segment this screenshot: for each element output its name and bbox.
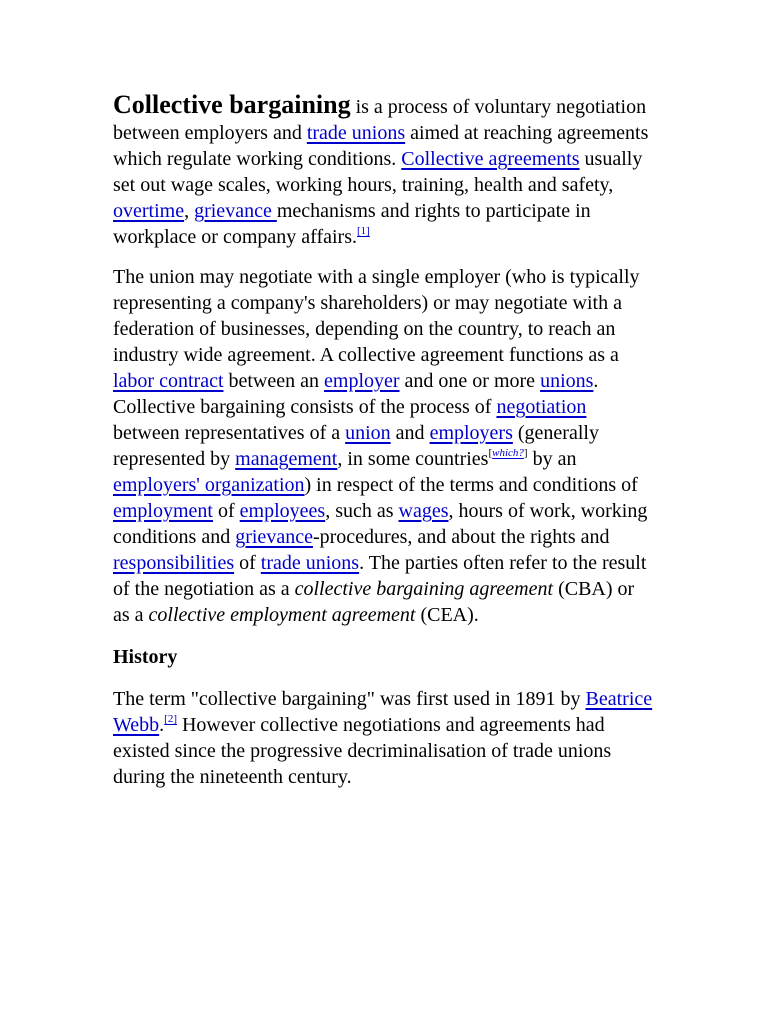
section-heading-history: History	[113, 646, 178, 668]
link-wages[interactable]: wages	[398, 500, 449, 522]
link-employer[interactable]: employer	[324, 370, 400, 392]
article-content	[113, 92, 653, 803]
link-labor-contract[interactable]: labor contract	[113, 370, 224, 392]
link-collective-agreements[interactable]: Collective agreements	[401, 148, 580, 170]
link-beatrice-webb[interactable]: Beatrice Webb	[113, 688, 653, 736]
term-cea: collective employment agreement	[148, 604, 416, 626]
citation-link-2[interactable]: [2]	[164, 713, 177, 725]
link-grievance[interactable]: grievance	[194, 200, 277, 222]
link-grievance-procedures[interactable]: grievance	[235, 526, 313, 548]
which-tag: [which?]	[488, 447, 528, 459]
link-overtime[interactable]: overtime	[113, 200, 185, 222]
body-paragraph: The union may negotiate with a single employer (who is typically representing a company's shareholders) or may negotiate with a federation of businesses, depending on the country, to reach an industry wide agreement. A collective agreement functions as a labor contract between an employer and one or more unions. Collective bargaining consists of the process of negotiation between representatives of a union and employers (generally represented by management, in some countries[which?] by an employers' organization) in respect of the terms and conditions of employment of employees, such as wages, hours of work, working conditions and grievance-procedures, and about the rights and responsibilities of trade unions. The parties often refer to the result of the negotiation as a collective bargaining agreement (CBA) or as a collective employment agreement (CEA).	[113, 266, 648, 626]
link-employees[interactable]: employees	[239, 500, 326, 522]
link-unions[interactable]: unions	[540, 370, 594, 392]
citation-1	[357, 225, 370, 237]
link-management[interactable]: management	[235, 448, 338, 470]
which-link[interactable]: which?	[492, 447, 524, 459]
article-term: Collective bargaining	[113, 90, 351, 119]
link-trade-unions[interactable]: trade unions	[306, 122, 406, 144]
intro-paragraph: Collective bargaining is a process of voluntary negotiation between employers and trade unions aimed at reaching agreements which regulate working conditions. Collective agreements usually set out wage scales, working hours, training, health and safety, overtime, grievance mechanisms and rights to participate in workplace or company affairs.[1]	[113, 90, 649, 248]
link-responsibilities[interactable]: responsibilities	[113, 552, 235, 574]
citation-2	[164, 713, 177, 725]
link-union[interactable]: union	[345, 422, 391, 444]
link-employment[interactable]: employment	[113, 500, 213, 522]
link-trade-unions-2[interactable]: trade unions	[260, 552, 360, 574]
history-paragraph: The term "collective bargaining" was first used in 1891 by Beatrice Webb.[2] However collective negotiations and agreements had existed since the progressive decriminalisation of trade unions during the nineteenth century.	[113, 688, 653, 788]
link-employers[interactable]: employers	[429, 422, 513, 444]
citation-link-1[interactable]: [1]	[356, 225, 370, 237]
term-cba: collective bargaining agreement	[294, 578, 554, 600]
link-negotiation[interactable]: negotiation	[496, 396, 587, 418]
link-employers-organization[interactable]: employers' organization	[113, 474, 305, 496]
